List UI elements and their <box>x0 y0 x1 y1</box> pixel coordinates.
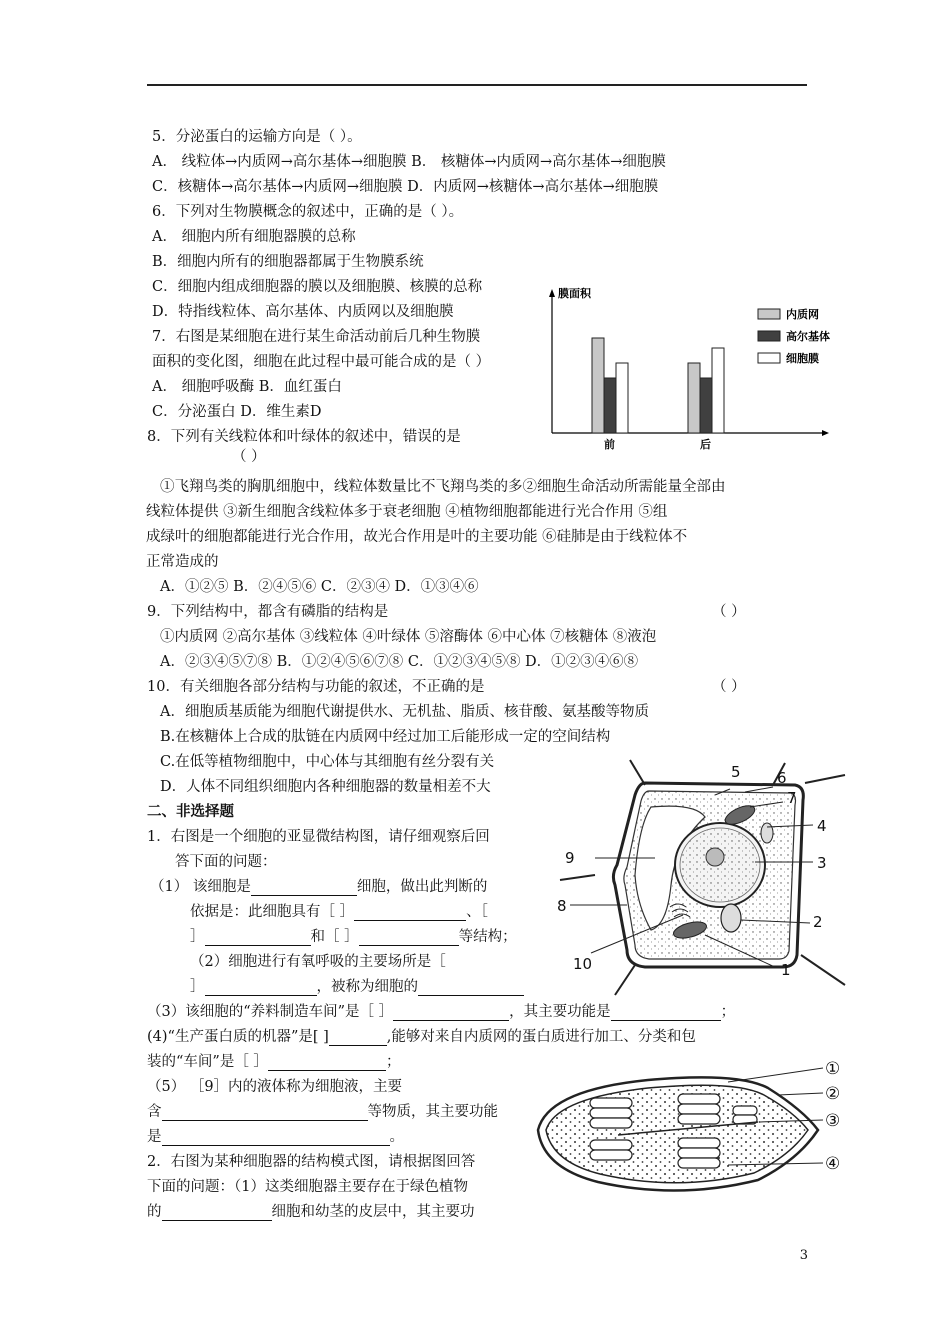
question-line: C．核糖体→高尔基体→内质网→细胞膜 D．内质网→核糖体→高尔基体→细胞膜 <box>152 179 659 195</box>
q2-line1: 2．右图为某种细胞器的结构模式图，请根据图回答 <box>147 1154 476 1170</box>
bar-1-0 <box>688 363 700 433</box>
chloroplast-part-label: ③ <box>825 1111 841 1131</box>
q1-part1-line3: ］ 和［ ］ 等结构； <box>190 929 517 945</box>
question-line: 正常造成的 <box>146 554 219 570</box>
chart-legend <box>758 307 830 365</box>
chloroplast-part-label: ① <box>825 1060 841 1079</box>
legend-swatch <box>758 353 780 363</box>
q1-intro-a: 1．右图是一个细胞的亚显微结构图，请仔细观察后回 <box>147 829 490 845</box>
q1-part1-line2: 依据是：此细胞具有［ ］ 、［ <box>190 904 488 920</box>
q2-line3: 的 细胞和幼茎的皮层中，其主要功 <box>147 1204 475 1220</box>
q1-part1-line1: （1） 该细胞是 细胞，做出此判断的 <box>150 879 488 895</box>
chloroplast-part-label: ② <box>825 1084 841 1104</box>
question-line: C.在低等植物细胞中，中心体与其细胞有丝分裂有关 <box>160 754 495 770</box>
question-line: D．特指线粒体、高尔基体、内质网以及细胞膜 <box>152 304 454 320</box>
bar-0-1 <box>604 378 616 433</box>
cell-structure-label: 8 <box>557 897 567 915</box>
category-label: 前 <box>604 438 615 451</box>
question-line: A． 细胞呼吸酶 B．血红蛋白 <box>152 379 342 395</box>
question-line: B.在核糖体上合成的肽链在内质网中经过加工后能形成一定的空间结构 <box>160 729 611 745</box>
question-line: 9．下列结构中，都含有磷脂的结构是 <box>147 604 389 620</box>
question-line: A． 细胞内所有细胞器膜的总称 <box>152 229 356 245</box>
question-line: A． 线粒体→内质网→高尔基体→细胞膜 B． 核糖体→内质网→高尔基体→细胞膜 <box>152 154 666 170</box>
question-line: 线粒体提供 ③新生细胞含线粒体多于衰老细胞 ④植物细胞都能进行光合作用 ⑤组 <box>146 504 668 520</box>
question-line: A．①②⑤ B．②④⑤⑥ C．②③④ D．①③④⑥ <box>160 579 479 595</box>
cell-structure-label: 7 <box>787 789 797 807</box>
q1-part4-line1: (4)“生产蛋白质的机器”是[ ] ,能够对来自内质网的蛋白质进行加工、分类和包 <box>147 1029 696 1045</box>
section-title: 二、非选择题 <box>147 803 234 820</box>
cell-structure-label: 1 <box>781 961 791 979</box>
legend-label: 细胞膜 <box>786 352 819 365</box>
q1-part4-line2: 装的“车间”是［ ］ ； <box>147 1054 401 1070</box>
bar-0-2 <box>616 363 628 433</box>
question-line: 10．有关细胞各部分结构与功能的叙述，不正确的是 <box>147 679 485 695</box>
category-label: 后 <box>700 438 711 451</box>
bar-1-2 <box>712 348 724 433</box>
membrane-area-bar-chart <box>540 285 830 455</box>
q1-part5-line1: （5） ［9］内的液体称为细胞液，主要 <box>147 1079 403 1095</box>
question-line: 成绿叶的细胞都能进行光合作用，故光合作用是叶的主要功能 ⑥硅肺是由于线粒体不 <box>146 529 688 545</box>
question-line: ①内质网 ②高尔基体 ③线粒体 ④叶绿体 ⑤溶酶体 ⑥中心体 ⑦核糖体 ⑧液泡 <box>160 629 657 645</box>
chloroplast-part-label: ④ <box>825 1154 841 1174</box>
q1-part2-line1: （2）细胞进行有氧呼吸的主要场所是［ <box>190 954 446 970</box>
cell-structure-label: 6 <box>777 769 787 787</box>
question-line: C．细胞内组成细胞器的膜以及细胞膜、核膜的总称 <box>152 279 483 295</box>
cell-structure-label: 2 <box>813 913 823 931</box>
question-line: 7．右图是某细胞在进行某生命活动前后几种生物膜 <box>152 329 481 345</box>
q1-part3: （3）该细胞的“养料制造车间”是［ ］ ，其主要功能是 ； <box>147 1004 736 1020</box>
cell-structure-label: 10 <box>573 955 593 973</box>
bar-0-0 <box>592 338 604 433</box>
question-line: 8．下列有关线粒体和叶绿体的叙述中，错误的是 <box>147 429 461 445</box>
y-axis-label: 膜面积 <box>558 287 591 300</box>
q1-part2-line2: ］ ，被称为细胞的 <box>190 978 524 996</box>
cell-structure-label: 4 <box>817 817 827 835</box>
question-line: （ ） <box>232 449 266 465</box>
plant-cell-diagram <box>555 755 850 1000</box>
cell-structure-label: 9 <box>565 849 575 867</box>
question-line: （ ） <box>712 679 746 695</box>
question-line: D．人体不同组织细胞内各种细胞器的数量相差不大 <box>160 779 491 795</box>
q1-part5-line3: 是 。 <box>147 1129 404 1145</box>
page-number: 3 <box>799 1248 808 1263</box>
legend-swatch <box>758 331 780 341</box>
question-line: A．②③④⑤⑦⑧ B．①②④⑤⑥⑦⑧ C．①②③④⑤⑧ D．①②③④⑥⑧ <box>160 654 639 670</box>
q1-part5-line2: 含 等物质，其主要功能 <box>147 1104 498 1120</box>
bars-group <box>592 338 724 451</box>
q2-line2: 下面的问题：（1）这类细胞器主要存在于绿色植物 <box>147 1179 468 1195</box>
q1-intro-b: 答下面的问题： <box>175 854 277 870</box>
bar-1-1 <box>700 378 712 433</box>
question-line: C．分泌蛋白 D．维生素D <box>152 404 322 420</box>
question-line: A．细胞质基质能为细胞代谢提供水、无机盐、脂质、核苷酸、氨基酸等物质 <box>160 704 649 720</box>
question-line: ①飞翔鸟类的胸肌细胞中，线粒体数量比不飞翔鸟类的多②细胞生命活动所需能量全部由 <box>160 479 726 495</box>
question-line: 6．下列对生物膜概念的叙述中，正确的是（ ）。 <box>152 204 464 220</box>
cell-structure-label: 5 <box>731 763 741 781</box>
question-line: （ ） <box>712 604 746 620</box>
legend-label: 高尔基体 <box>786 330 830 343</box>
chloroplast-diagram <box>528 1060 853 1200</box>
question-line: B．细胞内所有的细胞器都属于生物膜系统 <box>152 254 424 270</box>
header-rule <box>147 84 807 86</box>
legend-swatch <box>758 309 780 319</box>
cell-structure-label: 3 <box>817 854 827 872</box>
question-line: 5．分泌蛋白的运输方向是（ ）。 <box>152 129 362 145</box>
question-line: 面积的变化图，细胞在此过程中最可能合成的是（ ） <box>152 354 491 370</box>
legend-label: 内质网 <box>786 308 819 321</box>
